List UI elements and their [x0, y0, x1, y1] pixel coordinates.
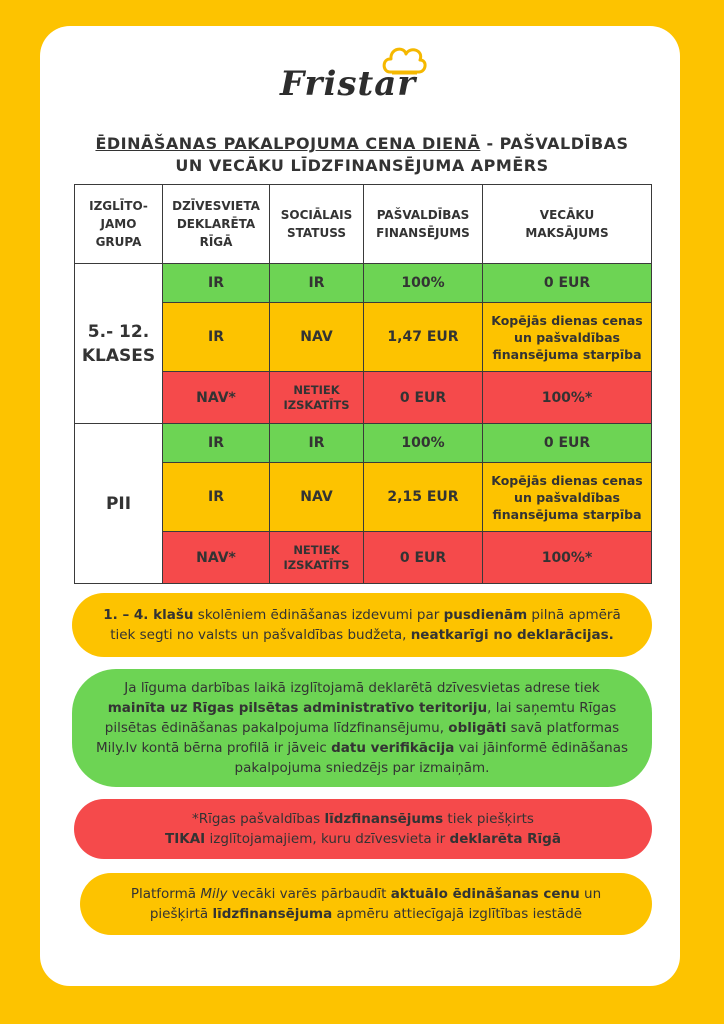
header-group: IZGLĪTO- JAMO GRUPA	[75, 185, 163, 264]
header-social-status: SOCIĀLAIS STATUSS	[270, 185, 364, 264]
municipal-cell: 1,47 EUR	[364, 303, 483, 372]
brand-logo	[280, 42, 440, 122]
declared-cell: IR	[163, 303, 270, 372]
note-riga-only: *Rīgas pašvaldības līdzfinansējums tiek piešķirts TIKAI izglītojamajiem, kuru dzīvesvieta ir deklarēta Rīgā	[74, 799, 652, 859]
municipal-cell: 2,15 EUR	[364, 463, 483, 532]
group-label: PII	[75, 424, 163, 584]
header-parent-payment: VECĀKU MAKSĀJUMS	[483, 185, 652, 264]
chef-hat-icon	[380, 42, 428, 82]
note-mily-platform: Platformā Mily vecāki varēs pārbaudīt aktuālo ēdināšanas cenu un piešķirtā līdzfinansējuma apmēru attiecīgajā izglītības iestādē	[80, 873, 652, 935]
declared-cell: IR	[163, 264, 270, 303]
municipal-cell: 0 EUR	[364, 372, 483, 424]
declared-cell: NAV*	[163, 372, 270, 424]
municipal-cell: 100%	[364, 424, 483, 463]
declared-cell: IR	[163, 463, 270, 532]
group-label: 5.- 12. KLASES	[75, 264, 163, 424]
title-line2: UN VECĀKU LĪDZFINANSĒJUMA APMĒRS	[175, 156, 549, 175]
pricing-table	[74, 184, 652, 584]
parent-cell: 0 EUR	[483, 264, 652, 303]
status-cell: NETIEK IZSKATĪTS	[270, 372, 364, 424]
logo-wordmark: Fristar	[280, 64, 417, 104]
parent-cell: 0 EUR	[483, 424, 652, 463]
status-cell: NAV	[270, 463, 364, 532]
status-cell: NAV	[270, 303, 364, 372]
page-title	[60, 133, 664, 177]
header-municipal-funding: PAŠVALDĪBAS FINANSĒJUMS	[364, 185, 483, 264]
note-address-change: Ja līguma darbības laikā izglītojamā deklarētā dzīvesvietas adrese tiek mainīta uz Rīgas pilsētas administratīvo teritoriju, lai saņemtu Rīgas pilsētas ēdināšanas pakalpojuma līdzfinansējumu, obligāti savā platformas Mily.lv kontā bērna profilā ir jāveic datu verifikācija vai jāinformē ēdināšanas pakalpojuma sniedzējs par izmaiņām.	[72, 669, 652, 787]
table-row	[75, 424, 652, 463]
parent-cell: 100%*	[483, 372, 652, 424]
declared-cell: NAV*	[163, 532, 270, 584]
parent-cell: 100%*	[483, 532, 652, 584]
parent-cell: Kopējās dienas cenas un pašvaldības finansējuma starpība	[483, 303, 652, 372]
municipal-cell: 100%	[364, 264, 483, 303]
title-rest: - PAŠVALDĪBAS	[480, 134, 629, 153]
municipal-cell: 0 EUR	[364, 532, 483, 584]
status-cell: NETIEK IZSKATĪTS	[270, 532, 364, 584]
table-row	[75, 264, 652, 303]
status-cell: IR	[270, 264, 364, 303]
title-underlined: ĒDINĀŠANAS PAKALPOJUMA CENA DIENĀ	[95, 134, 481, 153]
declared-cell: IR	[163, 424, 270, 463]
parent-cell: Kopējās dienas cenas un pašvaldības finansējuma starpība	[483, 463, 652, 532]
header-declared: DZĪVESVIETA DEKLARĒTA RĪGĀ	[163, 185, 270, 264]
note-grades-1-4: 1. – 4. klašu skolēniem ēdināšanas izdevumi par pusdienām pilnā apmērā tiek segti no valsts un pašvaldības budžeta, neatkarīgi no deklarācijas.	[72, 593, 652, 657]
status-cell: IR	[270, 424, 364, 463]
